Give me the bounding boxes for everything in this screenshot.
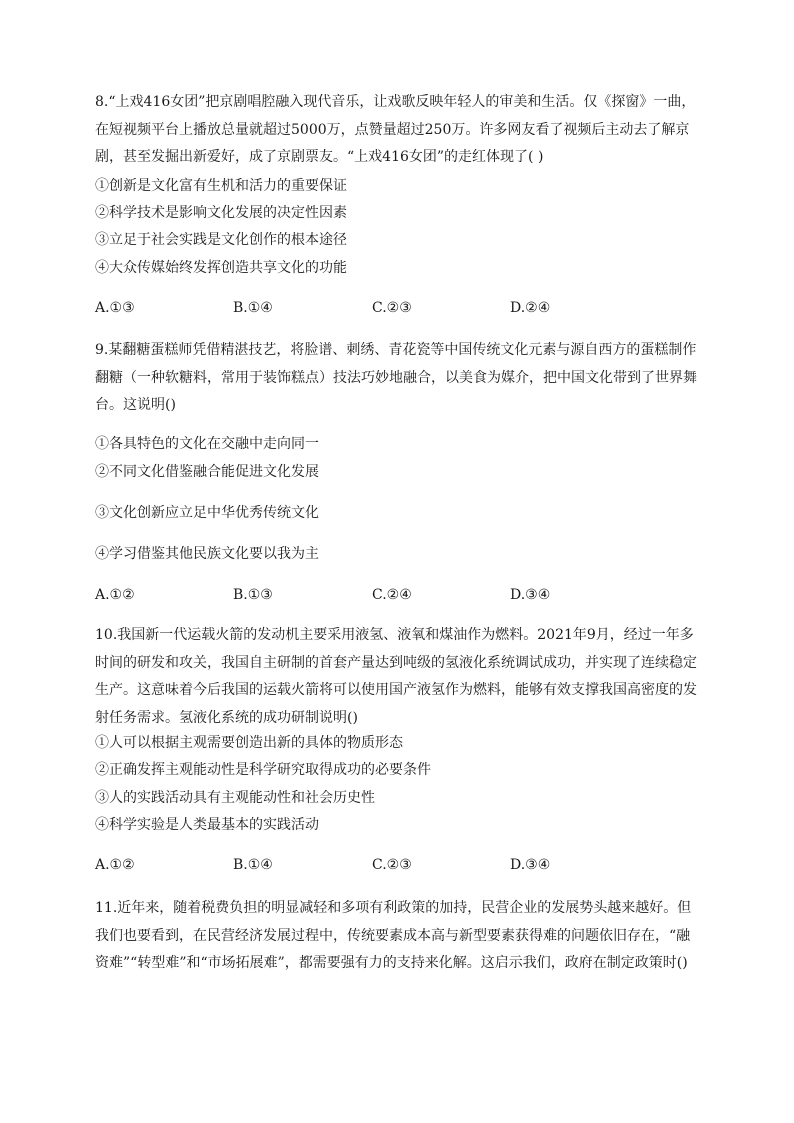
question-9-choice-c: C.②④ <box>372 587 412 603</box>
question-8-option-3: ③立足于社会实践是文化创作的根本途径 <box>95 232 347 248</box>
question-10-option-2: ②正确发挥主观能动性是科学研究取得成功的必要条件 <box>95 762 431 778</box>
question-9-choice-a: A.①② <box>95 587 135 603</box>
question-8-choice-a: A.①③ <box>95 300 135 316</box>
question-8-option-2: ②科学技术是影响文化发展的决定性因素 <box>95 205 347 221</box>
question-10-option-4: ④科学实验是人类最基本的实践活动 <box>95 817 319 833</box>
question-8-choice-d: D.②④ <box>510 300 551 316</box>
question-10-choices <box>95 855 700 875</box>
question-9-stem: 9.某翻糖蛋糕师凭借精湛技艺，将脸谱、刺绣、青花瓷等中国传统文化元素与源自西方的蛋糕制作翻糖（一种软糖料，常用于装饰糕点）技法巧妙地融合，以美食为媒介，把中国文化带到了世界舞台。这说明() <box>95 342 697 413</box>
question-10-choice-a: A.①② <box>95 857 135 873</box>
question-8-choices <box>95 298 700 318</box>
question-11-stem: 11.近年来，随着税费负担的明显减轻和多项有利政策的加持，民营企业的发展势头越来越好。但我们也要看到，在民营经济发展过程中，传统要素成本高与新型要素获得难的问题依旧存在，“融资难”“转型难”和“市场拓展难”，都需要强有力的支持来化解。这启示我们，政府在制定政策时() <box>95 900 692 971</box>
question-10-option-3: ③人的实践活动具有主观能动性和社会历史性 <box>95 790 375 806</box>
question-10 <box>95 622 700 873</box>
question-10-option-1: ①人可以根据主观需要创造出新的具体的物质形态 <box>95 735 403 751</box>
question-8-option-4: ④大众传媒始终发挥创造共享文化的功能 <box>95 260 347 276</box>
question-9-option-3: ③文化创新应立足中华优秀传统文化 <box>95 505 319 521</box>
question-10-choice-b: B.①④ <box>233 857 273 873</box>
question-9-choices <box>95 585 700 605</box>
question-8-choice-b: B.①④ <box>233 300 273 316</box>
question-9-option-4: ④学习借鉴其他民族文化要以我为主 <box>95 546 319 562</box>
question-8-choice-c: C.②③ <box>372 300 412 316</box>
question-9 <box>95 337 700 603</box>
question-10-stem: 10.我国新一代运载火箭的发动机主要采用液氢、液氧和煤油作为燃料。2021年9月，经过一年多时间的研发和攻关，我国自主研制的首套产量达到吨级的氢液化系统调试成功，并实现了连续稳定生产。这意味着今后我国的运载火箭将可以使用国产液氢作为燃料，能够有效支撑我国高密度的发射任务需求。氢液化系统的成功研制说明() <box>95 627 697 726</box>
question-10-choice-c: C.②③ <box>372 857 412 873</box>
question-9-choice-d: D.③④ <box>510 587 551 603</box>
question-9-option-1: ①各具特色的文化在交融中走向同一 <box>95 436 319 452</box>
question-10-choice-d: D.③④ <box>510 857 551 873</box>
question-8-stem: 8.“上戏416女团”把京剧唱腔融入现代音乐，让戏歌反映年轻人的审美和生活。仅《探窗》一曲，在短视频平台上播放总量就超过5000万，点赞量超过250万。许多网友看了视频后主动去了解京剧，甚至发掘出新爱好，成了京剧票友。“上戏416女团”的走红体现了( ) <box>95 94 696 165</box>
question-9-option-2: ②不同文化借鉴融合能促进文化发展 <box>95 464 319 480</box>
question-9-choice-b: B.①③ <box>233 587 273 603</box>
question-8 <box>95 89 700 316</box>
question-11 <box>95 895 700 978</box>
question-8-option-1: ①创新是文化富有生机和活力的重要保证 <box>95 178 347 194</box>
